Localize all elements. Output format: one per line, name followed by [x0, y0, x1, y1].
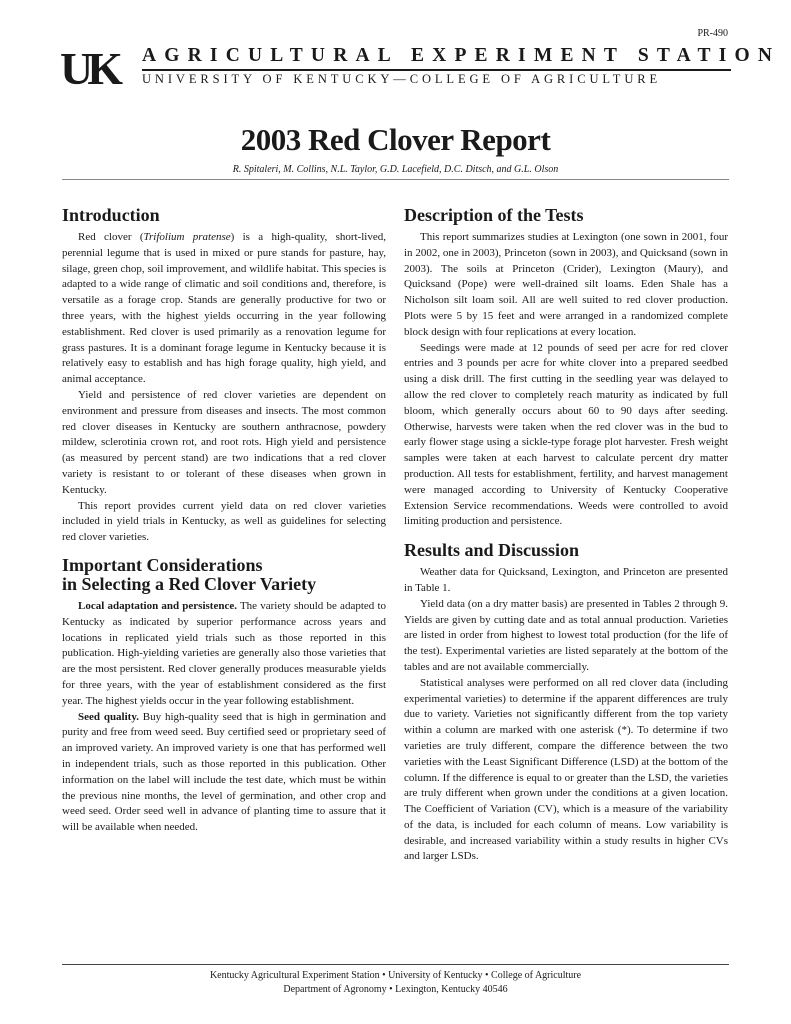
intro-paragraph-3: This report provides current yield data on red clover varieties included in yield trials in Kentucky, as well as guidelines for selecting red clover varieties.: [62, 499, 386, 544]
authors: R. Spitaleri, M. Collins, N.L. Taylor, G.D. Lacefield, D.C. Ditsch, and G.L. Olson: [232, 164, 559, 175]
intro-paragraph-2: Yield and persistence of red clover varieties are dependent on environment and pressure from diseases and insects. The most common red clover diseases in Kentucky are southern anthracnose, powdery mildew, sclerotinia crown rot, and root rots. High yield and persistence (as measured by percent stand) are two indications that a red clover variety is resistant to or tolerant of these diseases when grown in Kentucky.: [62, 388, 386, 496]
header-rule: [142, 69, 731, 71]
page-title: 2003 Red Clover Report: [240, 122, 551, 157]
considerations-paragraph-1: Local adaptation and persistence. The variety should be adapted to Kentucky as indicated by superior performance across years and locations in replicated yield trials such as those reported in this publication. High-yielding varieties are generally also those varieties that are the most persistent. Red clover generally produces measurable yields for three years, with the year of establishment considered as the first year. The highest yields occur in the year following establishment.: [62, 599, 386, 707]
results-paragraph-2: Yield data (on a dry matter basis) are presented in Tables 2 through 9. Yields are given by cutting date and as total annual production. Varieties are listed in order from highest to lowest total production (for the life of the test). Experimental varieties are listed separately at the bottom of the tables and are not available commercially.: [404, 597, 728, 673]
right-column: [404, 205, 728, 865]
station-name: AGRICULTURAL EXPERIMENT STATION: [142, 45, 781, 66]
tests-paragraph-2: Seedings were made at 12 pounds of seed per acre for red clover entries and 3 pounds per acre for white clover into a prepared seedbed using a disk drill. The first cutting in the seedling year was delayed to allow the red clover to completely reach maturity as indicated by full bloom, which generally occurs about 60 to 90 days after seeding. Otherwise, harvests were taken when the red clover was in the bud to early flower stage using a sickle-type forage plot harvester. Fresh weight samples were taken at each harvest to calculate percent dry matter production. All tests for establishment, fertility, and harvest management were managed according to University of Kentucky Cooperative Extension Service recommendations. Weeds were controlled to avoid limiting production and persistence.: [404, 341, 728, 528]
uk-logo: [60, 44, 132, 88]
tests-paragraph-1: This report summarizes studies at Lexington (one sown in 2001, four in 2002, one in 2003), Princeton (sown in 2003), and Quicksand (sown in 2003). The soils at Princeton (Crider), Lexington (Maury), and Quicksand (Pope) were well-drained silt loams. Eden Shale has a Nicholson silt loam soil. All are well suited to red clover production. Plots were 5 by 15 feet and were arranged in a randomized complete block design with four replications at every location.: [404, 231, 728, 338]
left-column: [62, 205, 386, 836]
intro-paragraph-1: Red clover (Trifolium pratense) is a high-quality, short-lived, perennial legume that is used in mixed or pure stands for pasture, hay, silage, green chop, soil improvement, and wildlife habitat. This species is adapted to a wide range of climatic and soil conditions and, therefore, is versatile as a forage crop. Stands are generally productive for two or three years, with the highest yields occurring in the year following establishment. Red clover is used primarily as a renovation legume for grass pastures. It is a dominant forage legume in Kentucky because it is relatively easy to establish and has high forage quality, high yield, and animal acceptance.: [62, 231, 386, 386]
results-heading: Results and Discussion: [404, 540, 580, 561]
results-paragraph-1: Weather data for Quicksand, Lexington, and Princeton are presented in Table 1.: [404, 566, 728, 594]
footer-rule: [62, 964, 729, 965]
footer-line-2: Department of Agronomy • Lexington, Kentucky 40546: [283, 984, 508, 995]
title-rule: [62, 179, 729, 180]
footer-line-1: Kentucky Agricultural Experiment Station • University of Kentucky • College of Agriculture: [209, 970, 582, 981]
species-name: Trifolium pratense: [143, 231, 231, 243]
svg-text:UK: UK: [60, 44, 117, 88]
considerations-paragraph-2: Seed quality. Buy high-quality seed that is high in germination and purity and free from weed seed. Buy certified seed or proprietary seed of an improved variety. An improved variety is one that has performed well in independent trials, such as those reported in this publication. Other information on the label will include the test date, which must be within the previous nine months, the level of germination, and other crop and weed seed. Order seed well in advance of planting time to assure that it will be available when needed.: [62, 710, 386, 834]
tests-heading: Description of the Tests: [404, 205, 584, 225]
intro-heading: Introduction: [62, 205, 160, 225]
results-paragraph-3: Statistical analyses were performed on all red clover data (including experimental varieties) to determine if the apparent differences are truly due to variety. Varieties not significantly different from the top variety within a column are marked with one asterisk (*). To determine if two varieties are truly different, compare the difference between the two varieties with the Least Significant Difference (LSD) at the bottom of the column. If the difference is equal to or greater than the LSD, the varieties are truly different when grown under the conditions at a given location. The Coefficient of Variation (CV), which is a measure of the variability of the data, is included for each column of means. Low variability is desirable, and increased variability within a study results in higher CVs and larger LSDs.: [404, 676, 728, 863]
university-name: UNIVERSITY OF KENTUCKY—COLLEGE OF AGRICULTURE: [142, 72, 662, 86]
publication-number: PR-490: [697, 28, 728, 39]
considerations-heading: Important Considerations in Selecting a Red Clover Variety: [62, 554, 317, 594]
